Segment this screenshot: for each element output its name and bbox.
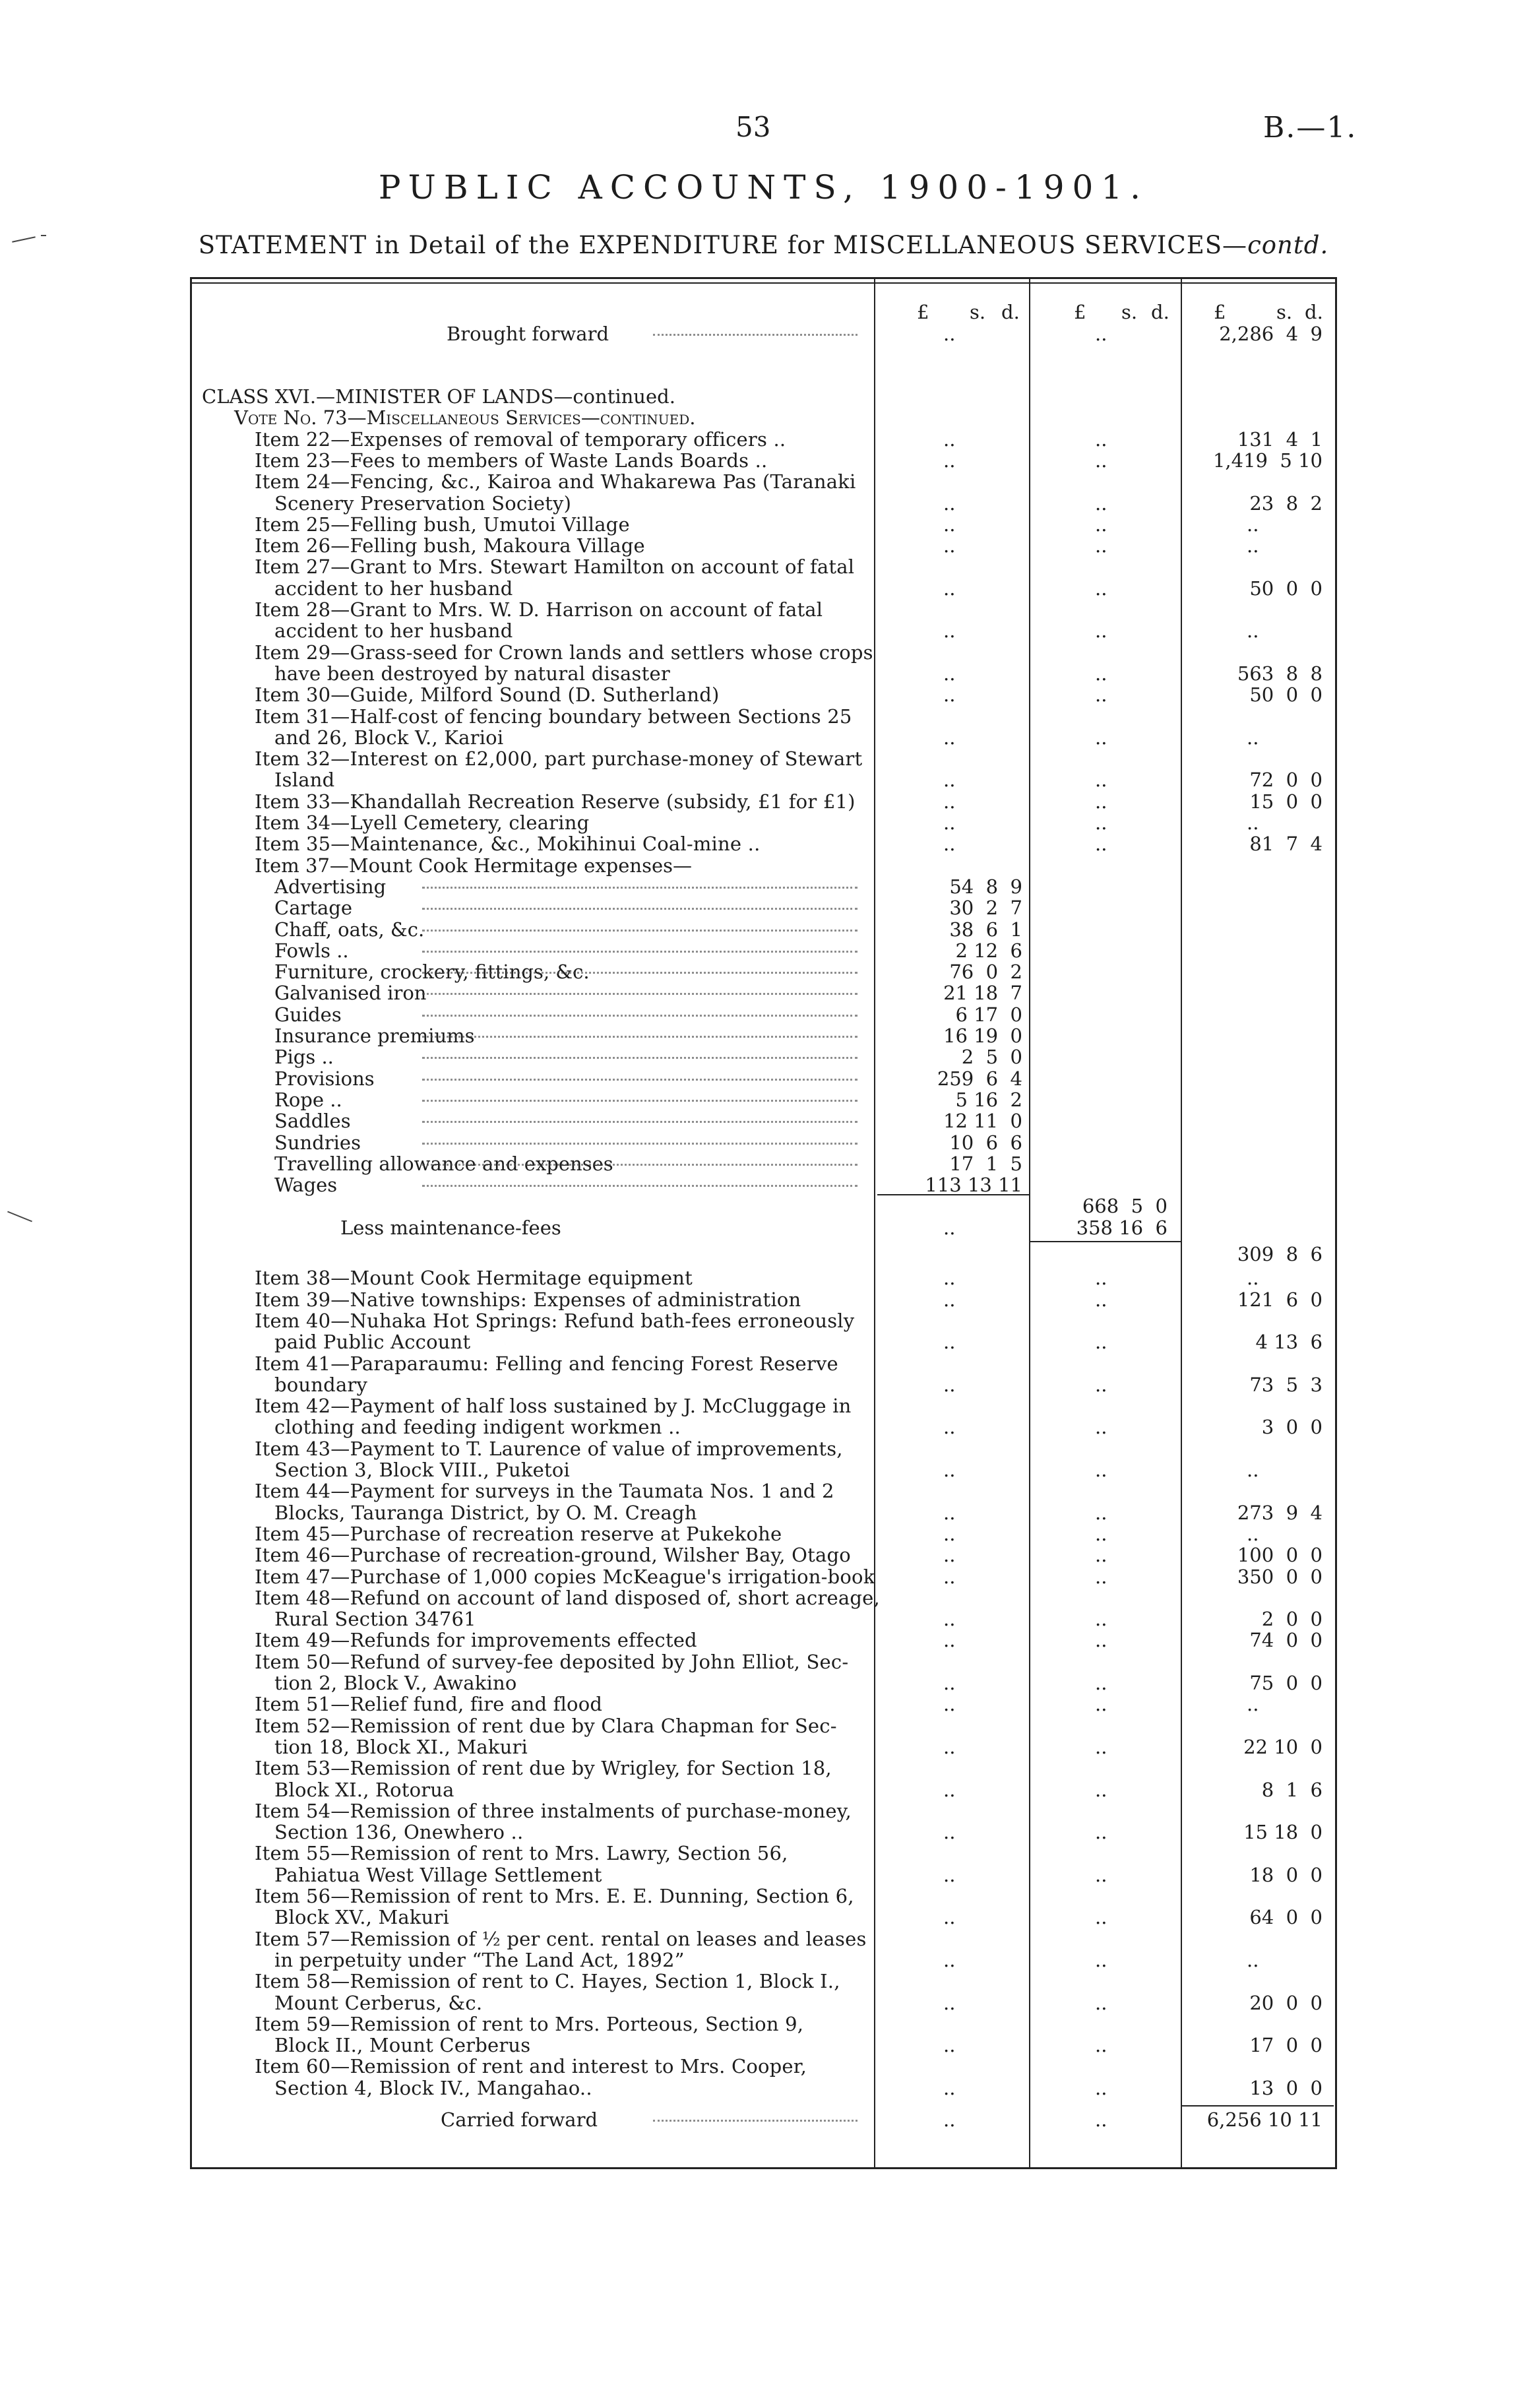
subtitle-prefix: STATEMENT in Detail of the EXPENDITURE for MISCELLANEOUS SERVICES—	[198, 231, 1248, 259]
col1-header-pound: £	[917, 301, 929, 323]
item2-line: Blocks, Tauranga District, by O. M. Creagh	[274, 1501, 697, 1524]
col3-amount: 3 0 0	[1261, 1416, 1323, 1439]
leader-dots	[422, 1079, 857, 1081]
col1-empty: ..	[943, 2076, 956, 2099]
hermitage-item-label: Galvanised iron	[274, 982, 427, 1005]
col2-empty: ..	[1095, 323, 1107, 345]
col1-empty: ..	[943, 1991, 956, 2014]
col2-empty: ..	[1095, 1288, 1107, 1311]
item2-line: Section 3, Block VIII., Puketoi	[274, 1459, 570, 1481]
col2-empty: ..	[1095, 1672, 1107, 1694]
col3-amount: 1,419 5 10	[1212, 449, 1323, 472]
col2-empty: ..	[1095, 1331, 1107, 1354]
hermitage-net: 309 8 6	[1237, 1243, 1323, 1265]
item2-line: tion 18, Block XI., Makuri	[274, 1735, 528, 1758]
item-line: Item 26—Felling bush, Makoura Village	[255, 534, 645, 557]
hermitage-item-amount: 21 18 7	[943, 982, 1022, 1005]
col2-empty: ..	[1095, 1267, 1107, 1290]
leader-dots	[422, 1121, 857, 1123]
item2-line: boundary	[274, 1373, 368, 1396]
item-line: Item 32—Interest on £2,000, part purchase-money of Stewart	[255, 747, 863, 771]
col3-amount: 75 0 0	[1249, 1672, 1323, 1694]
col3-empty: ..	[1247, 1267, 1259, 1290]
item2-line: Item 54—Remission of three instalments of purchase-money,	[255, 1799, 852, 1822]
item-line: Item 35—Maintenance, &c., Mokihinui Coal-mine ..	[255, 833, 761, 856]
col1-empty: ..	[943, 2034, 956, 2057]
col3-amount: 4 13 6	[1255, 1331, 1323, 1354]
col3-amount: 100 0 0	[1237, 1544, 1323, 1567]
leader-dots	[653, 2120, 857, 2122]
leader-dots	[422, 887, 857, 889]
col3-amount: 2 0 0	[1261, 1608, 1323, 1631]
document-title: PUBLIC ACCOUNTS, 1900-1901.	[378, 168, 1149, 206]
col2-empty: ..	[1095, 1416, 1107, 1439]
col3-empty: ..	[1247, 1459, 1259, 1481]
col3-amount: 13 0 0	[1249, 2076, 1323, 2099]
col3-empty: ..	[1247, 726, 1259, 749]
hermitage-item-amount: 38 6 1	[949, 918, 1022, 941]
vote-heading: Vote No. 73—Miscellaneous Services—continued.	[234, 406, 696, 429]
hermitage-item-amount: 30 2 7	[949, 897, 1022, 920]
col1-empty: ..	[943, 2108, 956, 2131]
col1-empty: ..	[943, 1416, 956, 1439]
col3-header-shilling: s.	[1276, 301, 1293, 323]
column-rule	[1181, 277, 1182, 2167]
less-amount: 358 16 6	[1076, 1216, 1168, 1239]
item2-line: Block II., Mount Cerberus	[274, 2034, 531, 2057]
item2-line: Item 45—Purchase of recreation reserve at Pukekohe	[255, 1522, 782, 1545]
col1-empty: ..	[943, 1735, 956, 1758]
item-line: Item 30—Guide, Milford Sound (D. Sutherland)	[255, 683, 720, 707]
col1-empty: ..	[943, 577, 956, 600]
col3-amount: 6,256 10 11	[1206, 2108, 1323, 2131]
item-line: Item 23—Fees to members of Waste Lands Boards ..	[255, 449, 768, 472]
subtitle-suffix: contd.	[1247, 231, 1329, 259]
col1-empty: ..	[943, 1948, 956, 1971]
table-top-rule	[190, 282, 1335, 284]
hermitage-item-label: Cartage	[274, 897, 353, 920]
item2-line: clothing and feeding indigent workmen ..	[274, 1416, 681, 1439]
col1-empty: ..	[943, 1331, 956, 1354]
col2-empty: ..	[1095, 683, 1107, 707]
leader-dots	[422, 908, 857, 910]
hermitage-item-amount: 2 5 0	[961, 1046, 1022, 1069]
leader-dots	[422, 1057, 857, 1059]
item2-line: Item 38—Mount Cook Hermitage equipment	[255, 1267, 693, 1290]
leader-dots	[422, 930, 857, 932]
col2-empty: ..	[1095, 726, 1107, 749]
hermitage-item-amount: 54 8 9	[949, 875, 1022, 898]
col3-amount: 50 0 0	[1249, 683, 1323, 707]
page-number: 53	[735, 111, 771, 143]
leader-dots	[422, 1100, 857, 1102]
hermitage-item-amount: 259 6 4	[937, 1067, 1022, 1090]
item-line: Item 34—Lyell Cemetery, clearing	[255, 811, 590, 834]
hermitage-item-label: Sundries	[274, 1131, 361, 1154]
col2-empty: ..	[1095, 1821, 1107, 1844]
hermitage-item-amount: 76 0 2	[949, 961, 1022, 984]
col3-empty: ..	[1247, 1522, 1259, 1545]
leader-dots	[422, 1036, 857, 1038]
col1-empty: ..	[943, 428, 956, 451]
col3-amount: 8 1 6	[1261, 1778, 1323, 1801]
less-label: Less maintenance-fees	[340, 1216, 561, 1239]
col3-amount: 73 5 3	[1249, 1373, 1323, 1396]
net-rule	[1029, 1241, 1182, 1242]
col3-amount: 50 0 0	[1249, 577, 1323, 600]
col2-header-pence: d.	[1151, 301, 1169, 323]
leader-dots	[422, 1164, 857, 1166]
col2-empty: ..	[1095, 1693, 1107, 1716]
item2-line: Item 50—Refund of survey-fee deposited by John Elliot, Sec-	[255, 1650, 849, 1673]
col3-amount: 563 8 8	[1237, 662, 1323, 685]
col2-empty: ..	[1095, 449, 1107, 472]
col2-empty: ..	[1095, 811, 1107, 834]
col2-empty: ..	[1095, 491, 1107, 515]
col1-header-pence: d.	[1001, 301, 1020, 323]
col3-amount: 131 4 1	[1237, 428, 1323, 451]
item-line: and 26, Block V., Karioi	[274, 726, 504, 749]
col1-empty: ..	[943, 1544, 956, 1567]
col2-empty: ..	[1095, 619, 1107, 643]
col3-amount: 18 0 0	[1249, 1863, 1323, 1886]
col1-empty: ..	[943, 662, 956, 685]
col2-empty: ..	[1095, 2108, 1107, 2131]
col2-empty: ..	[1095, 1544, 1107, 1567]
col2-empty: ..	[1095, 2076, 1107, 2099]
col1-empty: ..	[943, 1608, 956, 1631]
hermitage-item-amount: 16 19 0	[943, 1025, 1022, 1047]
col3-amount: 81 7 4	[1249, 833, 1323, 856]
item2-line: Mount Cerberus, &c.	[274, 1991, 483, 2014]
item2-line: Pahiatua West Village Settlement	[274, 1863, 602, 1886]
less-col1: ..	[943, 1216, 956, 1239]
hermitage-item-amount: 113 13 11	[925, 1174, 1022, 1197]
brought-forward-label: Brought forward	[447, 323, 609, 345]
item-line: Item 29—Grass-seed for Crown lands and settlers whose crops	[255, 641, 873, 664]
leader-dots	[653, 334, 857, 336]
statement-subtitle	[0, 231, 1527, 259]
carried-forward-rule	[1181, 2105, 1334, 2107]
col1-empty: ..	[943, 491, 956, 515]
col2-empty: ..	[1095, 1991, 1107, 2014]
item2-line: Section 136, Onewhero ..	[274, 1821, 524, 1844]
item2-line: Item 52—Remission of rent due by Clara Chapman for Sec-	[255, 1714, 837, 1737]
item2-line: Item 47—Purchase of 1,000 copies McKeague's irrigation-book	[255, 1565, 875, 1588]
leader-dots	[422, 1143, 857, 1145]
col1-empty: ..	[943, 619, 956, 643]
col3-amount: 20 0 0	[1249, 1991, 1323, 2014]
hermitage-item-amount: 2 12 6	[955, 939, 1022, 962]
col2-empty: ..	[1095, 577, 1107, 600]
col1-empty: ..	[943, 1501, 956, 1524]
col1-empty: ..	[943, 1522, 956, 1545]
item2-line: Item 40—Nuhaka Hot Springs: Refund bath-fees erroneously	[255, 1309, 855, 1332]
hermitage-item-amount: 6 17 0	[955, 1003, 1022, 1026]
col2-empty: ..	[1095, 769, 1107, 792]
margin-mark	[41, 235, 46, 236]
col2-empty: ..	[1095, 534, 1107, 557]
col3-amount: 15 0 0	[1249, 790, 1323, 813]
hermitage-item-label: Guides	[274, 1003, 342, 1026]
column-rule	[1029, 277, 1030, 2167]
col3-empty: ..	[1247, 513, 1259, 536]
class-heading: CLASS XVI.—MINISTER OF LANDS—continued.	[202, 385, 675, 408]
item-line: Item 28—Grant to Mrs. W. D. Harrison on account of fatal	[255, 598, 823, 621]
item-line: accident to her husband	[274, 619, 513, 643]
item2-line: Item 51—Relief fund, fire and flood	[255, 1693, 603, 1716]
hermitage-item-amount: 5 16 2	[955, 1088, 1022, 1111]
item2-line: Item 49—Refunds for improvements effected	[255, 1629, 697, 1652]
col2-empty: ..	[1095, 428, 1107, 451]
margin-mark	[7, 1211, 32, 1222]
item-line: Item 22—Expenses of removal of temporary officers ..	[255, 428, 786, 451]
col1-empty: ..	[943, 811, 956, 834]
carried-forward-label: Carried forward	[441, 2108, 598, 2131]
col2-empty: ..	[1095, 1501, 1107, 1524]
item-line: Item 33—Khandallah Recreation Reserve (subsidy, £1 for £1)	[255, 790, 856, 813]
hermitage-item-amount: 12 11 0	[943, 1110, 1022, 1133]
col3-amount: 23 8 2	[1249, 491, 1323, 515]
col1-empty: ..	[943, 1778, 956, 1801]
col1-empty: ..	[943, 790, 956, 813]
col1-empty: ..	[943, 449, 956, 472]
item2-line: Item 55—Remission of rent to Mrs. Lawry, Section 56,	[255, 1842, 788, 1865]
item-line: accident to her husband	[274, 577, 513, 600]
item2-line: in perpetuity under “The Land Act, 1892”	[274, 1948, 685, 1971]
item2-line: Block XI., Rotorua	[274, 1778, 454, 1801]
col1-empty: ..	[943, 1267, 956, 1290]
col3-amount: 72 0 0	[1249, 769, 1323, 792]
subtotal-rule	[877, 1194, 1029, 1195]
col2-empty: ..	[1095, 1863, 1107, 1886]
col3-amount: 121 6 0	[1237, 1288, 1323, 1311]
col3-amount: 64 0 0	[1249, 1906, 1323, 1929]
col3-empty: ..	[1247, 534, 1259, 557]
item2-line: Item 44—Payment for surveys in the Taumata Nos. 1 and 2	[255, 1480, 834, 1503]
item2-line: Item 46—Purchase of recreation-ground, Wilsher Bay, Otago	[255, 1544, 851, 1567]
col1-empty: ..	[943, 1906, 956, 1929]
col3-empty: ..	[1247, 619, 1259, 643]
item-line: Item 25—Felling bush, Umutoi Village	[255, 513, 630, 536]
item-line: have been destroyed by natural disaster	[274, 662, 670, 685]
col2-empty: ..	[1095, 1629, 1107, 1652]
col1-empty: ..	[943, 323, 956, 345]
hermitage-item-label: Chaff, oats, &c.	[274, 918, 425, 941]
item2-line: Item 53—Remission of rent due by Wrigley, for Section 18,	[255, 1757, 832, 1780]
leader-dots	[422, 951, 857, 953]
col2-empty: ..	[1095, 1608, 1107, 1631]
leader-dots	[422, 1015, 857, 1017]
item2-line: Item 58—Remission of rent to C. Hayes, Section 1, Block I.,	[255, 1970, 840, 1993]
col1-empty: ..	[943, 1459, 956, 1481]
item2-line: Item 57—Remission of ½ per cent. rental on leases and leases	[255, 1927, 867, 1950]
item2-line: Section 4, Block IV., Mangahao..	[274, 2076, 592, 2099]
item-line: Scenery Preservation Society)	[274, 491, 572, 515]
hermitage-item-label: Fowls ..	[274, 939, 349, 962]
hermitage-item-label: Insurance premiums	[274, 1025, 475, 1047]
col1-empty: ..	[943, 513, 956, 536]
col2-header-shilling: s.	[1121, 301, 1138, 323]
col1-empty: ..	[943, 833, 956, 856]
column-rule	[874, 277, 875, 2167]
col3-header-pound: £	[1214, 301, 1226, 323]
col1-empty: ..	[943, 534, 956, 557]
leader-dots	[422, 993, 857, 995]
col2-empty: ..	[1095, 1522, 1107, 1545]
document-ref: B.—1.	[1263, 111, 1357, 144]
col3-amount: 22 10 0	[1243, 1735, 1323, 1758]
item2-line: Item 41—Paraparaumu: Felling and fencing Forest Reserve	[255, 1352, 838, 1375]
col1-empty: ..	[943, 769, 956, 792]
col1-empty: ..	[943, 1821, 956, 1844]
leader-dots	[422, 1185, 857, 1187]
col2-empty: ..	[1095, 1906, 1107, 1929]
col1-empty: ..	[943, 1693, 956, 1716]
item2-line: Item 42—Payment of half loss sustained by J. McCluggage in	[255, 1395, 852, 1418]
hermitage-subtotal: 668 5 0	[1082, 1195, 1168, 1218]
col1-empty: ..	[943, 1288, 956, 1311]
col2-empty: ..	[1095, 1373, 1107, 1396]
item-line: Item 24—Fencing, &c., Kairoa and Whakarewa Pas (Taranaki	[255, 470, 856, 493]
item-line: Item 27—Grant to Mrs. Stewart Hamilton on account of fatal	[255, 555, 855, 579]
item2-line: Item 48—Refund on account of land disposed of, short acreage,	[255, 1586, 880, 1609]
hermitage-item-amount: 10 6 6	[949, 1131, 1022, 1154]
col1-empty: ..	[943, 683, 956, 707]
item-line: Island	[274, 769, 335, 792]
col2-empty: ..	[1095, 1778, 1107, 1801]
hermitage-item-label: Furniture, crockery, fittings, &c.	[274, 961, 590, 984]
hermitage-item-label: Pigs ..	[274, 1046, 334, 1069]
hermitage-item-label: Advertising	[274, 875, 387, 898]
col3-empty: ..	[1247, 1948, 1259, 1971]
col2-empty: ..	[1095, 513, 1107, 536]
col2-empty: ..	[1095, 1948, 1107, 1971]
col3-amount: 350 0 0	[1237, 1565, 1323, 1588]
col2-empty: ..	[1095, 1565, 1107, 1588]
item2-line: Item 43—Payment to T. Laurence of value of improvements,	[255, 1437, 843, 1460]
col3-amount: 74 0 0	[1249, 1629, 1323, 1652]
item2-line: Item 60—Remission of rent and interest to Mrs. Cooper,	[255, 2055, 807, 2078]
col3-amount: 2,286 4 9	[1219, 323, 1323, 345]
item2-line: paid Public Account	[274, 1331, 471, 1354]
item2-line: Item 39—Native townships: Expenses of administration	[255, 1288, 801, 1311]
col2-empty: ..	[1095, 2034, 1107, 2057]
col1-empty: ..	[943, 1863, 956, 1886]
item2-line: Item 59—Remission of rent to Mrs. Porteous, Section 9,	[255, 2012, 804, 2035]
hermitage-item-label: Wages	[274, 1174, 338, 1197]
col2-header-pound: £	[1074, 301, 1086, 323]
col1-empty: ..	[943, 1629, 956, 1652]
col1-empty: ..	[943, 726, 956, 749]
col1-header-shilling: s.	[970, 301, 986, 323]
col3-empty: ..	[1247, 811, 1259, 834]
col2-empty: ..	[1095, 662, 1107, 685]
col3-amount: 273 9 4	[1237, 1501, 1323, 1524]
hermitage-item-label: Travelling allowance and expenses	[274, 1152, 613, 1175]
col1-empty: ..	[943, 1373, 956, 1396]
hermitage-item-label: Saddles	[274, 1110, 351, 1133]
hermitage-item-label: Provisions	[274, 1067, 375, 1090]
col3-header-pence: d.	[1305, 301, 1323, 323]
item2-line: Item 56—Remission of rent to Mrs. E. E. Dunning, Section 6,	[255, 1885, 854, 1907]
col2-empty: ..	[1095, 833, 1107, 856]
leader-dots	[422, 972, 857, 974]
item2-line: Rural Section 34761	[274, 1608, 476, 1631]
item2-line: Block XV., Makuri	[274, 1906, 450, 1929]
col3-empty: ..	[1247, 1693, 1259, 1716]
col1-empty: ..	[943, 1672, 956, 1694]
col2-empty: ..	[1095, 1459, 1107, 1481]
col2-empty: ..	[1095, 790, 1107, 813]
col3-amount: 17 0 0	[1249, 2034, 1323, 2057]
col2-empty: ..	[1095, 1735, 1107, 1758]
hermitage-item-label: Rope ..	[274, 1088, 342, 1111]
item-line: Item 31—Half-cost of fencing boundary between Sections 25	[255, 705, 852, 728]
col1-empty: ..	[943, 1565, 956, 1588]
hermitage-heading: Item 37—Mount Cook Hermitage expenses—	[255, 854, 692, 877]
item2-line: tion 2, Block V., Awakino	[274, 1672, 517, 1694]
hermitage-item-amount: 17 1 5	[949, 1152, 1022, 1175]
col3-amount: 15 18 0	[1243, 1821, 1323, 1844]
